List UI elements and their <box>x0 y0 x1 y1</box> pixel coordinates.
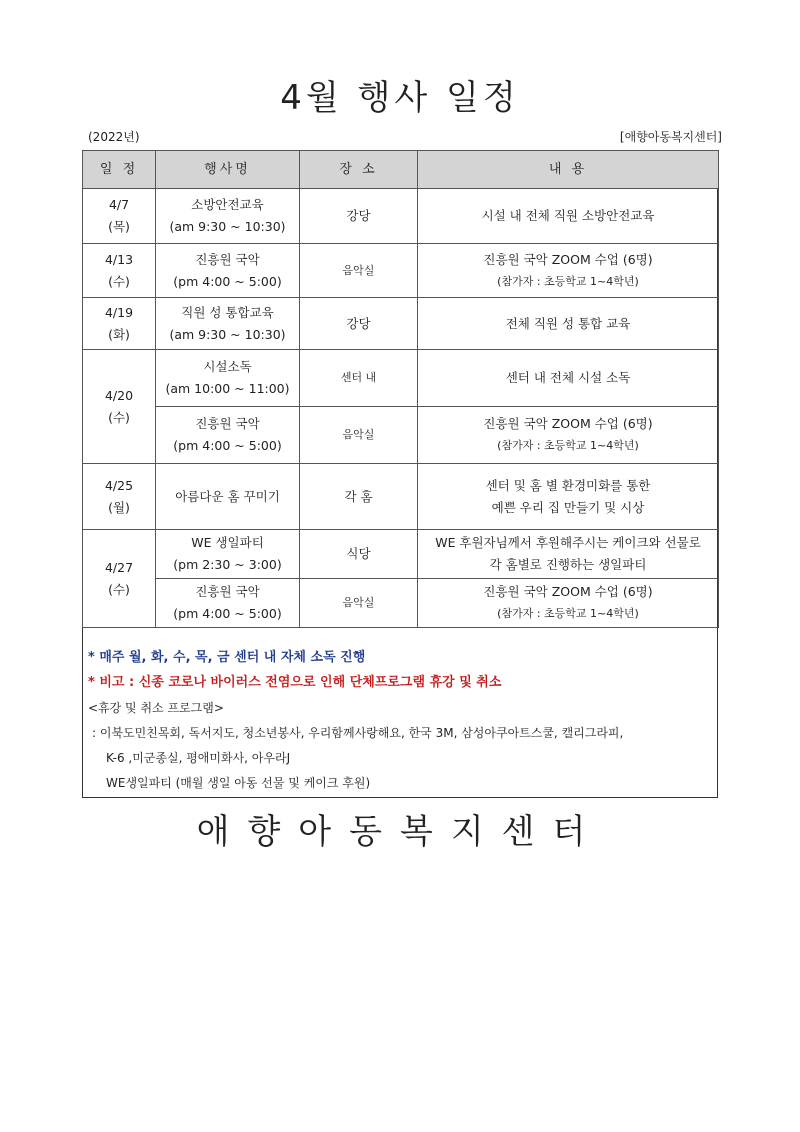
event-cell: 직원 성 통합교육 (am 9:30 ~ 10:30) <box>156 298 300 350</box>
event-cell: 진흥원 국악 (pm 4:00 ~ 5:00) <box>156 244 300 298</box>
event-cell: 진흥원 국악 (pm 4:00 ~ 5:00) <box>156 579 300 628</box>
header-content: 내 용 <box>418 151 719 189</box>
footer-organization: 애향아동복지센터 <box>196 812 604 852</box>
table-header-row <box>83 151 719 189</box>
place-cell: 센터 내 <box>300 350 418 407</box>
disinfection-note: * 매주 월, 화, 수, 목, 금 센터 내 자체 소독 진행 <box>88 650 366 665</box>
content-cell: 진흥원 국악 ZOOM 수업 (6명) (참가자 : 초등학교 1~4학년) <box>418 407 719 464</box>
remarks-note: * 비고 : 신종 코로나 바이러스 전염으로 인해 단체프로그램 휴강 및 취소 <box>88 675 502 690</box>
place-cell: 강당 <box>300 298 418 350</box>
content-cell: 센터 및 홈 별 환경미화를 통한 예쁜 우리 집 만들기 및 시상 <box>418 464 719 530</box>
content-cell: 진흥원 국악 ZOOM 수업 (6명) (참가자 : 초등학교 1~4학년) <box>418 579 719 628</box>
date-cell: 4/27 (수) <box>83 530 156 628</box>
date-cell: 4/20 (수) <box>83 350 156 464</box>
place-cell: 강당 <box>300 189 418 244</box>
date-cell: 4/19 (화) <box>83 298 156 350</box>
content-cell: 전체 직원 성 통합 교육 <box>418 298 719 350</box>
table-row <box>83 244 719 298</box>
date-cell: 4/7 (목) <box>83 189 156 244</box>
cancelled-list-line: K-6 ,미군종실, 평애미화사, 아우라J <box>106 751 291 765</box>
cancelled-heading: <휴강 및 취소 프로그램> <box>88 701 224 715</box>
event-cell: 시설소독 (am 10:00 ~ 11:00) <box>156 350 300 407</box>
event-cell: WE 생일파티 (pm 2:30 ~ 3:00) <box>156 530 300 579</box>
table-row <box>83 350 719 407</box>
header-place: 장 소 <box>300 151 418 189</box>
content-cell: WE 후원자님께서 후원해주시는 케이크와 선물로 각 홈별로 진행하는 생일파티 <box>418 530 719 579</box>
place-cell: 식당 <box>300 530 418 579</box>
place-cell: 음악실 <box>300 244 418 298</box>
content-cell: 진흥원 국악 ZOOM 수업 (6명) (참가자 : 초등학교 1~4학년) <box>418 244 719 298</box>
page-title: 4월 행사 일정 <box>280 78 520 118</box>
date-cell: 4/25 (월) <box>83 464 156 530</box>
schedule-table <box>82 150 719 628</box>
year-label: (2022년) <box>88 130 140 144</box>
table-row <box>83 189 719 244</box>
event-cell: 진흥원 국악 (pm 4:00 ~ 5:00) <box>156 407 300 464</box>
event-cell: 아름다운 홈 꾸미기 <box>156 464 300 530</box>
header-date: 일 정 <box>83 151 156 189</box>
content-cell: 시설 내 전체 직원 소방안전교육 <box>418 189 719 244</box>
header-event: 행사명 <box>156 151 300 189</box>
content-cell: 센터 내 전체 시설 소독 <box>418 350 719 407</box>
cancelled-list-line: : 이북도민친목회, 독서지도, 청소년봉사, 우리함께사랑해요, 한국 3M, 삼성아쿠아트스쿨, 캘리그라피, <box>92 726 624 740</box>
table-row <box>83 530 719 579</box>
table-row <box>83 464 719 530</box>
event-cell: 소방안전교육 (am 9:30 ~ 10:30) <box>156 189 300 244</box>
date-cell: 4/13 (수) <box>83 244 156 298</box>
table-row <box>83 298 719 350</box>
place-cell: 음악실 <box>300 579 418 628</box>
notes-section <box>88 646 708 796</box>
place-cell: 각 홈 <box>300 464 418 530</box>
place-cell: 음악실 <box>300 407 418 464</box>
organization-label: [애향아동복지센터] <box>619 130 722 144</box>
table-row <box>83 407 719 464</box>
cancelled-list-line: WE생일파티 (매월 생일 아동 선물 및 케이크 후원) <box>106 776 371 790</box>
table-row <box>83 579 719 628</box>
